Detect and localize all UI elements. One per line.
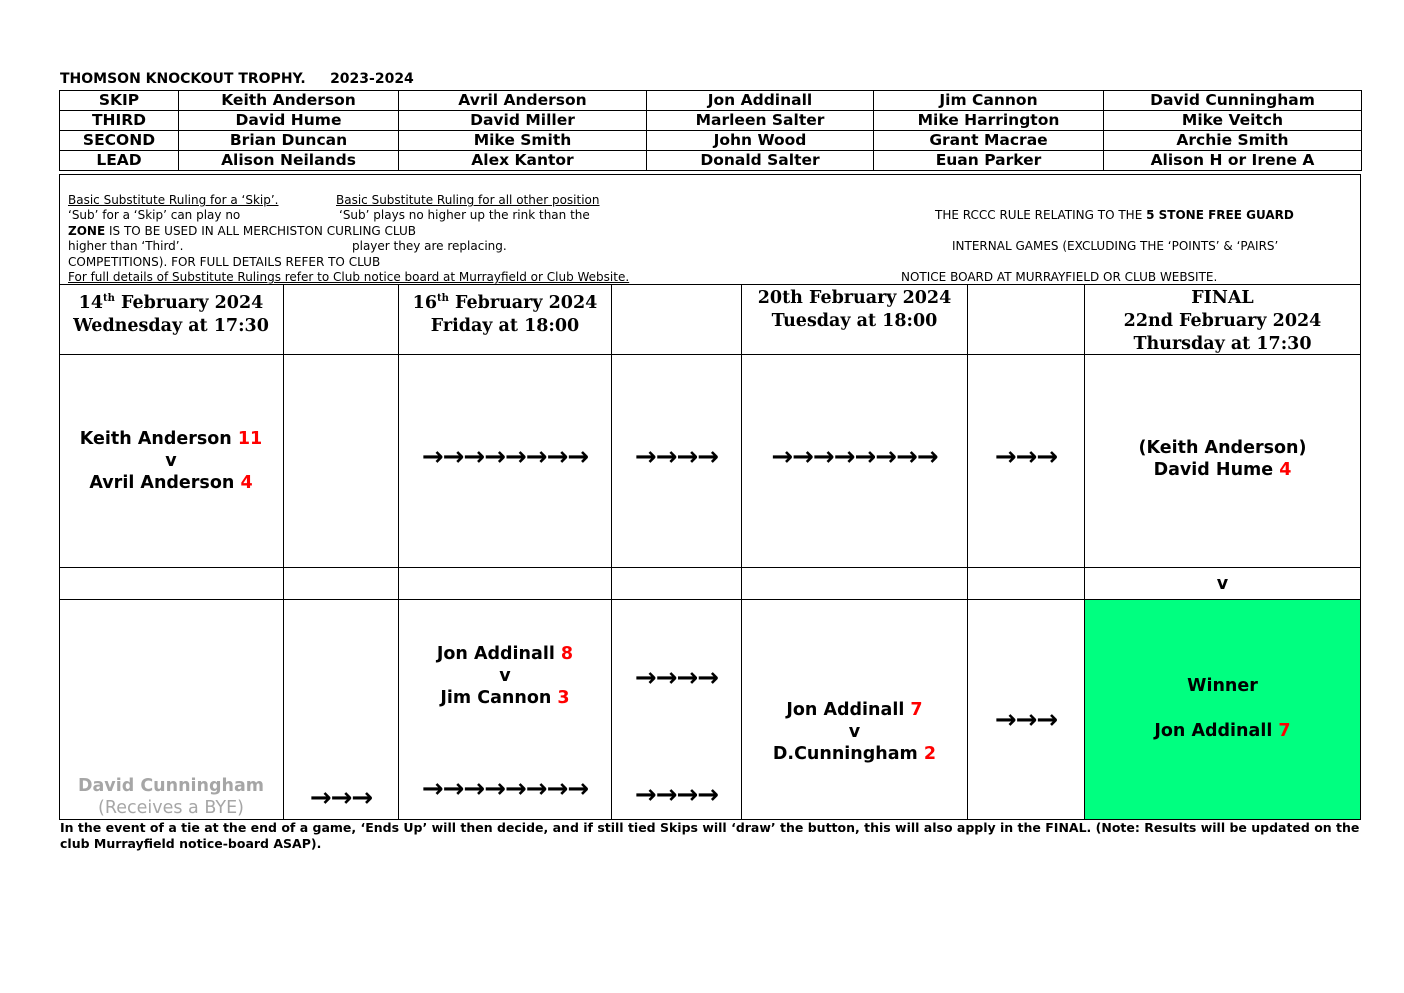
team-name: Jim Cannon	[440, 688, 558, 708]
round-1-day: 14	[78, 292, 104, 313]
position-label: THIRD	[60, 111, 179, 131]
other-rule-line: ‘Sub’ plays no higher up the rink than the	[339, 208, 590, 222]
player-cell: Archie Smith	[1104, 131, 1362, 151]
player-cell: Jon Addinall	[647, 91, 874, 111]
round-2-day: 16	[412, 292, 438, 313]
player-cell: Keith Anderson	[179, 91, 399, 111]
skip-rule-heading: Basic Substitute Ruling for a ‘Skip’.	[68, 193, 279, 207]
advance-arrows: →→→→→→→→	[771, 442, 938, 472]
versus: v	[499, 666, 511, 686]
final-skip-note: (Keith Anderson)	[1138, 438, 1307, 458]
player-cell: Brian Duncan	[179, 131, 399, 151]
team-score: 8	[560, 644, 574, 664]
bye-team-name: David Cunningham	[77, 776, 265, 796]
match-team-a	[399, 643, 611, 665]
match-team-a	[59, 428, 283, 450]
round-2-header	[399, 287, 611, 338]
grid-line	[59, 284, 1361, 285]
team-name: D.Cunningham	[772, 744, 924, 764]
grid-line	[1360, 284, 1361, 820]
team-name: David Hume	[1153, 460, 1280, 480]
skip-rule-line: higher than ‘Third’.	[68, 239, 184, 253]
team-score: 4	[1279, 460, 1292, 480]
grid-line	[398, 284, 399, 820]
notice-board-note: NOTICE BOARD AT MURRAYFIELD OR CLUB WEBSITE.	[901, 270, 1218, 284]
advance-arrows: →→→→	[634, 442, 719, 472]
round-3-date: 20th February 2024	[757, 288, 952, 308]
full-details-note: For full details of Substitute Rulings refer to Club notice board at Murrayfield or Club Website.	[68, 270, 630, 284]
advance-arrows: →→→→→→→→	[421, 774, 589, 804]
knockout-bracket	[59, 284, 1361, 820]
grid-line	[611, 284, 612, 820]
tie-break-note: In the event of a tie at the end of a game, ‘Ends Up’ will then decide, and if still tied Skips will ‘draw’ the button, this will also apply in the FINAL. (Note: Results will be updated on the club Murrayfield notice-board ASAP).	[60, 820, 1360, 851]
table-row	[60, 91, 1362, 111]
final-team-name	[1085, 459, 1360, 481]
round-2-day-suffix: th	[437, 293, 449, 304]
player-cell: Euan Parker	[874, 151, 1104, 171]
match-team-b	[399, 687, 611, 709]
team-score: 7	[1278, 721, 1291, 741]
rccc-rule-bold: 5 STONE FREE GUARD	[1146, 208, 1294, 222]
round-1-header	[59, 287, 283, 338]
position-label: SKIP	[60, 91, 179, 111]
other-rule-heading: Basic Substitute Ruling for all other position	[336, 193, 600, 207]
player-cell: Alex Kantor	[399, 151, 647, 171]
other-rule-line: player they are replacing.	[352, 239, 507, 253]
advance-arrows: →→→	[994, 705, 1058, 735]
substitute-rules	[59, 174, 1361, 285]
zone-rule-text: IS TO BE USED IN ALL MERCHISTON CURLING CLUB	[105, 224, 417, 238]
zone-rule	[68, 224, 416, 238]
position-label: LEAD	[60, 151, 179, 171]
final-date: 22nd February 2024	[1123, 311, 1322, 331]
player-cell: Alison Neilands	[179, 151, 399, 171]
final-versus: v	[1216, 574, 1229, 594]
final-team-a	[1085, 437, 1360, 481]
advance-arrows: →→→→	[634, 663, 719, 693]
team-score: 3	[557, 688, 570, 708]
advance-arrows: →→→	[309, 783, 373, 813]
player-cell: Alison H or Irene A	[1104, 151, 1362, 171]
grid-line	[967, 284, 968, 820]
rccc-rule	[935, 208, 1294, 222]
team-name: Jon Addinall	[436, 644, 561, 664]
round-2-date	[399, 287, 611, 315]
team-name: Jon Addinall	[786, 700, 911, 720]
team-name: Keith Anderson	[79, 429, 238, 449]
season: 2023-2024	[330, 71, 414, 87]
versus: v	[165, 451, 177, 471]
winner-name	[1085, 720, 1360, 742]
team-name: Avril Anderson	[89, 473, 241, 493]
grid-line	[59, 284, 60, 820]
versus: v	[848, 722, 861, 742]
teams-table	[59, 90, 1362, 171]
table-row	[60, 111, 1362, 131]
rccc-rule-text: THE RCCC RULE RELATING TO THE	[935, 208, 1147, 222]
player-cell: Mike Smith	[399, 131, 647, 151]
page-title	[60, 71, 414, 87]
round-3-time: Tuesday at 18:00	[771, 311, 938, 331]
round-1-time: Wednesday at 17:30	[73, 315, 269, 336]
grid-line	[59, 567, 1361, 568]
grid-line	[283, 284, 284, 820]
match-team-a	[742, 699, 967, 721]
team-score: 11	[237, 429, 263, 449]
advance-arrows: →→→	[994, 442, 1058, 472]
player-cell: Jim Cannon	[874, 91, 1104, 111]
skip-rule-line: ‘Sub’ for a ‘Skip’ can play no	[68, 208, 241, 222]
trophy-name: THOMSON KNOCKOUT TROPHY.	[60, 71, 306, 87]
round-1-month: February 2024	[114, 292, 264, 313]
zone-bold: ZONE	[68, 224, 106, 238]
player-cell: David Miller	[399, 111, 647, 131]
round-1-date	[59, 287, 283, 315]
team-score: 7	[910, 700, 923, 720]
player-cell: John Wood	[647, 131, 874, 151]
match-team-b	[742, 743, 967, 765]
player-cell: Grant Macrae	[874, 131, 1104, 151]
final-time: Thursday at 17:30	[1133, 334, 1312, 354]
player-cell: David Hume	[179, 111, 399, 131]
match-keith-vs-avril	[59, 428, 283, 494]
player-cell: Marleen Salter	[647, 111, 874, 131]
team-score: 4	[240, 473, 253, 493]
match-team-b	[59, 472, 283, 494]
player-cell: Mike Veitch	[1104, 111, 1362, 131]
team-name: Jon Addinall	[1154, 721, 1279, 741]
internal-games-rule: INTERNAL GAMES (EXCLUDING THE ‘POINTS’ & ‘PAIRS’	[952, 239, 1279, 253]
round-3-header	[742, 287, 967, 333]
bye-team	[59, 775, 283, 819]
player-cell: David Cunningham	[1104, 91, 1362, 111]
advance-arrows: →→→→	[634, 780, 719, 810]
competitions-rule: COMPETITIONS). FOR FULL DETAILS REFER TO CLUB	[68, 255, 381, 269]
final-header	[1085, 287, 1360, 356]
winner-cell	[1085, 600, 1360, 819]
match-jon-vs-cunningham	[742, 699, 967, 765]
team-score: 2	[923, 744, 937, 764]
match-jon-vs-jim	[399, 643, 611, 709]
round-2-time: Friday at 18:00	[430, 315, 580, 336]
round-2-month: February 2024	[448, 292, 598, 313]
table-row	[60, 131, 1362, 151]
table-row	[60, 151, 1362, 171]
player-cell: Mike Harrington	[874, 111, 1104, 131]
bye-note: (Receives a BYE)	[98, 798, 244, 818]
winner-label: Winner	[1187, 676, 1258, 696]
player-cell: Donald Salter	[647, 151, 874, 171]
final-label: FINAL	[1191, 288, 1254, 308]
round-1-day-suffix: th	[103, 293, 115, 304]
position-label: SECOND	[60, 131, 179, 151]
player-cell: Avril Anderson	[399, 91, 647, 111]
advance-arrows: →→→→→→→→	[421, 442, 589, 472]
